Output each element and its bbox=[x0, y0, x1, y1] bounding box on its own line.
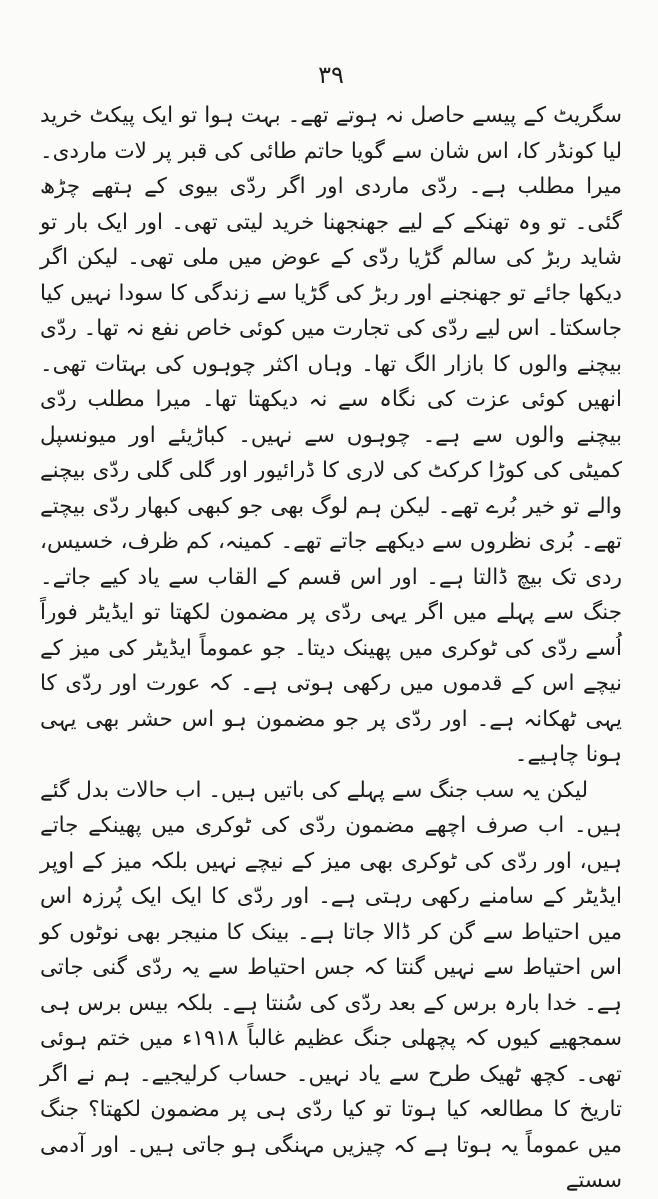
page-body bbox=[40, 98, 622, 1199]
page-number: ۳۹ bbox=[318, 61, 344, 89]
paragraph-1: سگریٹ کے پیسے حاصل نہ ہوتے تھے۔ بہت ہوا تو ایک پیکٹ خرید لیا کونڈر کا، اس شان سے گویا حاتم طائی کی قبر پر لات ماردی۔ میرا مطلب ہے۔ ردّی ماردی اور اگر ردّی بیوی کے ہتھے چڑھ گئی۔ تو وہ تھنکے کے لیے جھنجھنا خرید لیتی تھی۔ اور ایک بار تو شاید ربڑ کی سالم گڑیا ردّی کے عوض میں ملی تھی۔ لیکن اگر دیکھا جائے تو جھنجنے اور ربڑ کی گڑیا سے زندگی کا سودا نہیں کیا جاسکتا۔ اس لیے ردّی کی تجارت میں کوئی خاص نفع نہ تھا۔ ردّی بیچنے والوں کا بازار الگ تھا۔ وہاں اکثر چوہوں کی بہتات تھی۔ انھیں کوئی عزت کی نگاہ سے نہ دیکھتا تھا۔ میرا مطلب ردّی بیچنے والوں سے ہے۔ چوہوں سے نہیں۔ کباڑیئے اور میونسپل کمیٹی کی کوڑا کرکٹ کی لاری کا ڈرائیور اور گلی گلی ردّی بیچنے والے تو خیر بُرے تھے۔ لیکن ہم لوگ بھی جو کبھی کبھار ردّی بیچتے تھے۔ بُری نظروں سے دیکھے جاتے تھے۔ کمینہ، کم ظرف، خسیس، ردی تک بیچ ڈالتا ہے۔ اور اس قسم کے القاب سے یاد کیے جاتے۔ جنگ سے پہلے میں اگر یہی ردّی پر مضمون لکھتا تو ایڈیٹر فوراً اُسے ردّی کی ٹوکری میں پھینک دیتا۔ جو عموماً ایڈیٹر کی میز کے نیچے اس کے قدموں میں رکھی ہوتی ہے۔ کہ عورت اور ردّی کا یہی ٹھکانہ ہے۔ اور ردّی پر جو مضمون ہو اس حشر بھی یہی ہونا چاہیے۔ bbox=[40, 103, 622, 767]
paragraph-2: لیکن یہ سب جنگ سے پہلے کی باتیں ہیں۔ اب حالات بدل گئے ہیں۔ اب صرف اچھے مضمون ردّی کی ٹوکری میں پھینکے جاتے ہیں، اور ردّی کی ٹوکری بھی میز کے نیچے نہیں بلکہ میز کے اوپر ایڈیٹر کے سامنے رکھی رہتی ہے۔ اور ردّی کا ایک ایک پُرزہ اس میں احتیاط سے گن کر ڈالا جاتا ہے۔ بینک کا منیجر بھی نوٹوں کو اس احتیاط سے نہیں گنتا کہ جس احتیاط سے یہ ردّی گنی جاتی ہے۔ خدا بارہ برس کے بعد ردّی کی سُنتا ہے۔ بلکہ بیس برس ہی سمجھیے کیوں کہ پچھلی جنگ عظیم غالباً ۱۹۱۸ء میں ختم ہوئی تھی۔ کچھ ٹھیک طرح سے یاد نہیں۔ حساب کرلیجیے۔ ہم نے اگر تاریخ کا مطالعہ کیا ہوتا تو کیا ردّی ہی پر مضمون لکھتا؟ جنگ میں عموماً یہ ہوتا ہے کہ چیزیں مہنگی ہو جاتی ہیں۔ اور آدمی سستے bbox=[40, 777, 622, 1193]
